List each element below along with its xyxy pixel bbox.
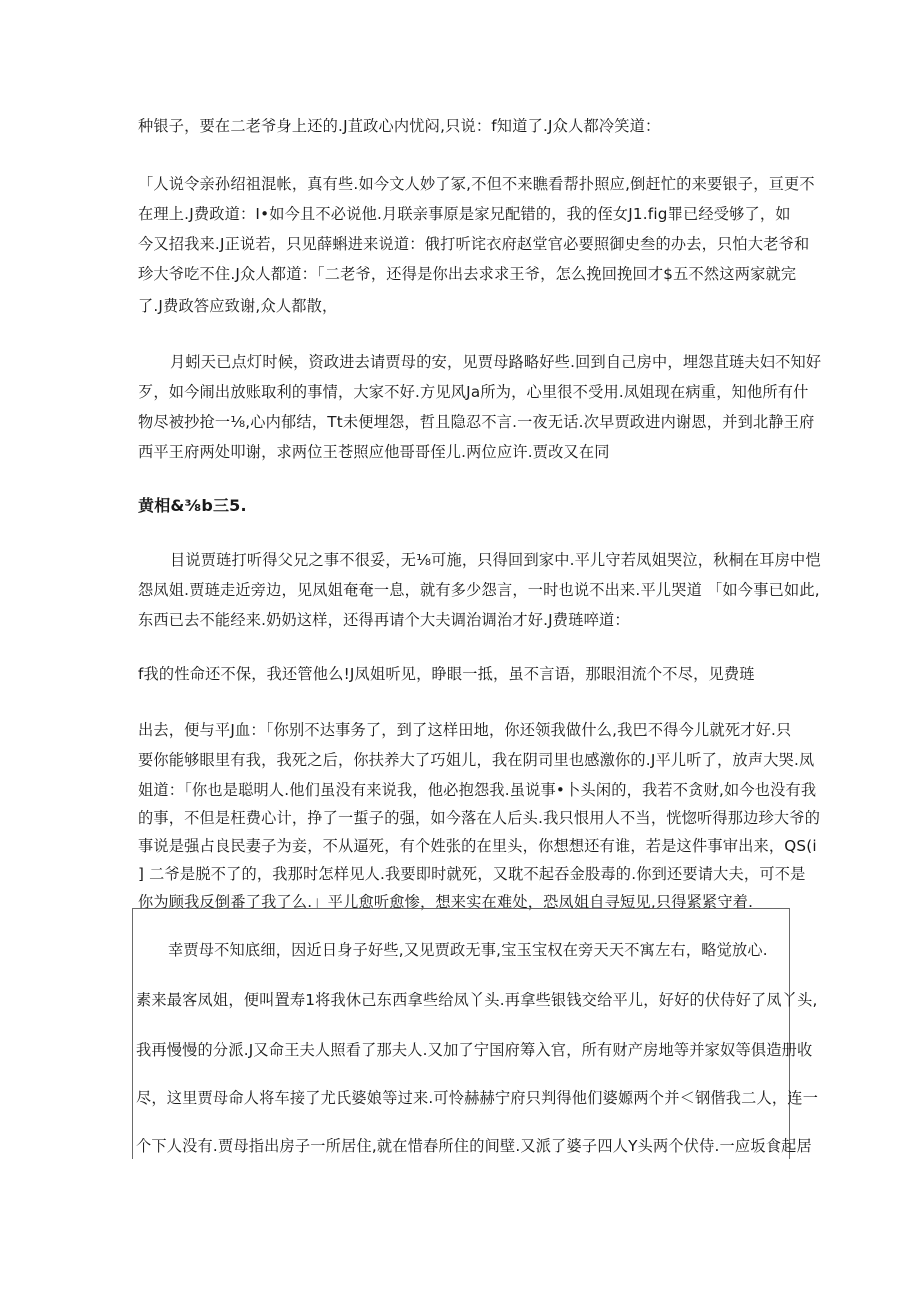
text-line: ] 二爷是脱不了的，我那时怎样见人.我要即时就死，又耽不起吞金股毒的.你到还要请大夫，可不是 [138, 865, 806, 883]
text-line: 出去，便与平J血：「你别不达事务了，到了这样田地，你还领我做什么,我巴不得今儿就死才好.只 [138, 721, 792, 739]
text-line: 要你能够眼里有我，我死之后，你扶养大了巧姐儿，我在阴司里也感激你的.J平儿听了，放声大哭.凤 [138, 751, 815, 769]
text-line: 幸贾母不知底细，因近日身子好些,又见贾政无事,宝玉宝权在旁天天不寓左右，略觉放心. [168, 941, 768, 959]
text-line: 今又招我来.J正说若，只见薛蝌进来说道：俄打听诧衣府赵堂官必要照御史叁的办去，只怕大老爷和 [138, 235, 810, 253]
text-line: 怨凤姐.贾琏走近旁边，见凤姐奄奄一息，就有多少怨言，一时也说不出来.平儿哭道 「如今事已如此, [138, 581, 820, 599]
text-line: f我的性命还不保，我还管他么!J凤姐听见，睁眼一抵，虽不言语，那眼泪流个不尽，见费琏 [138, 665, 755, 683]
text-line: 「人说令亲孙绍祖混帐，真有些.如今文人妙了冢,不但不来瞧看帮扑照应,倒赶忙的来要银子，亘更不 [138, 175, 815, 193]
text-line: 目说贾琏打听得父兄之事不很妥，无⅛可施，只得回到家中.平儿守若凤姐哭泣，秋桐在耳房中恺 [170, 551, 821, 569]
text-line: 珍大爷吃不住.J众人都道：「二老爷，还得是你出去求求王爷，怎么挽回挽回才$五不然这两家就完 [138, 265, 797, 283]
text-line: 尽，这里贾母命人将车接了尤氏婆娘等过来.可怜赫赫宁府只判得他们婆嫄两个并＜钢偕我二人，连一 [136, 1089, 819, 1107]
text-line: 歹，如今闹出放账取利的事情，大家不好.方见风Ja所为，心里很不受用.凤姐现在病重，知他所有什 [138, 383, 809, 401]
text-line: 西平王府两处叩谢，求两位王苍照应他哥哥侄儿.两位应许.贾改又在同 [138, 443, 610, 461]
text-line: 了.J费政答应致谢,众人都散， [138, 297, 338, 315]
text-line: 东西已去不能经来.奶奶这样，还得再请个大夫调治调治才好.J费琏啐道： [138, 611, 630, 629]
text-line: 种银子，要在二老爷身上还的.J苴政心内忧闷,只说：f知道了.J众人都冷笑道： [138, 117, 661, 135]
text-line: 在理上.J费政道：I•如今且不必说他.月联亲事原是家兄配错的，我的侄女J1.fig罪已经受够了，如 [138, 205, 791, 223]
text-line: 姐道：「你也是聪明人.他们虽没有来说我，他必抱怨我.虽说事•卜头闲的，我若不贪财,如今也没有我 [138, 781, 817, 799]
text-line: 个下人没有.贾母指出房子一所居住,就在惜春所住的间壁.又派了婆子四人Y头两个伏侍.一应坂食起居 [136, 1137, 812, 1155]
text-line: 你为顾我反倒番了我了么.」平儿愈听愈惨，想来实在难处，恐凤姐自寻短见,只得紧紧守着. [138, 893, 754, 911]
text-line: 事说是强占良民妻子为妾，不从逼死，有个姓张的在里头，你想想还有谁，若是这件事审出来，QS(i [138, 837, 817, 855]
text-line: 物尽被抄抢一⅛,心内郁结，Tt未便埋怨，哲且隐忍不言.一夜无话.次早贾政进内谢恩，并到北静王府 [138, 413, 815, 431]
text-line: 我再慢慢的分派.J又命王夫人照看了那夫人.又加了宁国府筹入官，所有财产房地等并家奴等俱造册收 [136, 1041, 813, 1059]
text-line: 的事，不但是枉费心计，挣了一蜇子的强，如今落在人后头.我只恨用人不当，恍惚听得那边珍大爷的 [138, 809, 821, 827]
text-line: 月蚓天已点灯时候，资政进去请贾母的安，见贾母路略好些.回到自己房中，埋怨苴琏夫妇不知好 [170, 353, 822, 371]
text-line: 素来最客凤姐，便叫置寿1将我休己东西拿些给凤丫头.再拿些银钱交给平儿，好好的伏侍好了凤丫头, [136, 991, 818, 1009]
section-heading: 黄相&⅜b三5. [138, 496, 247, 515]
